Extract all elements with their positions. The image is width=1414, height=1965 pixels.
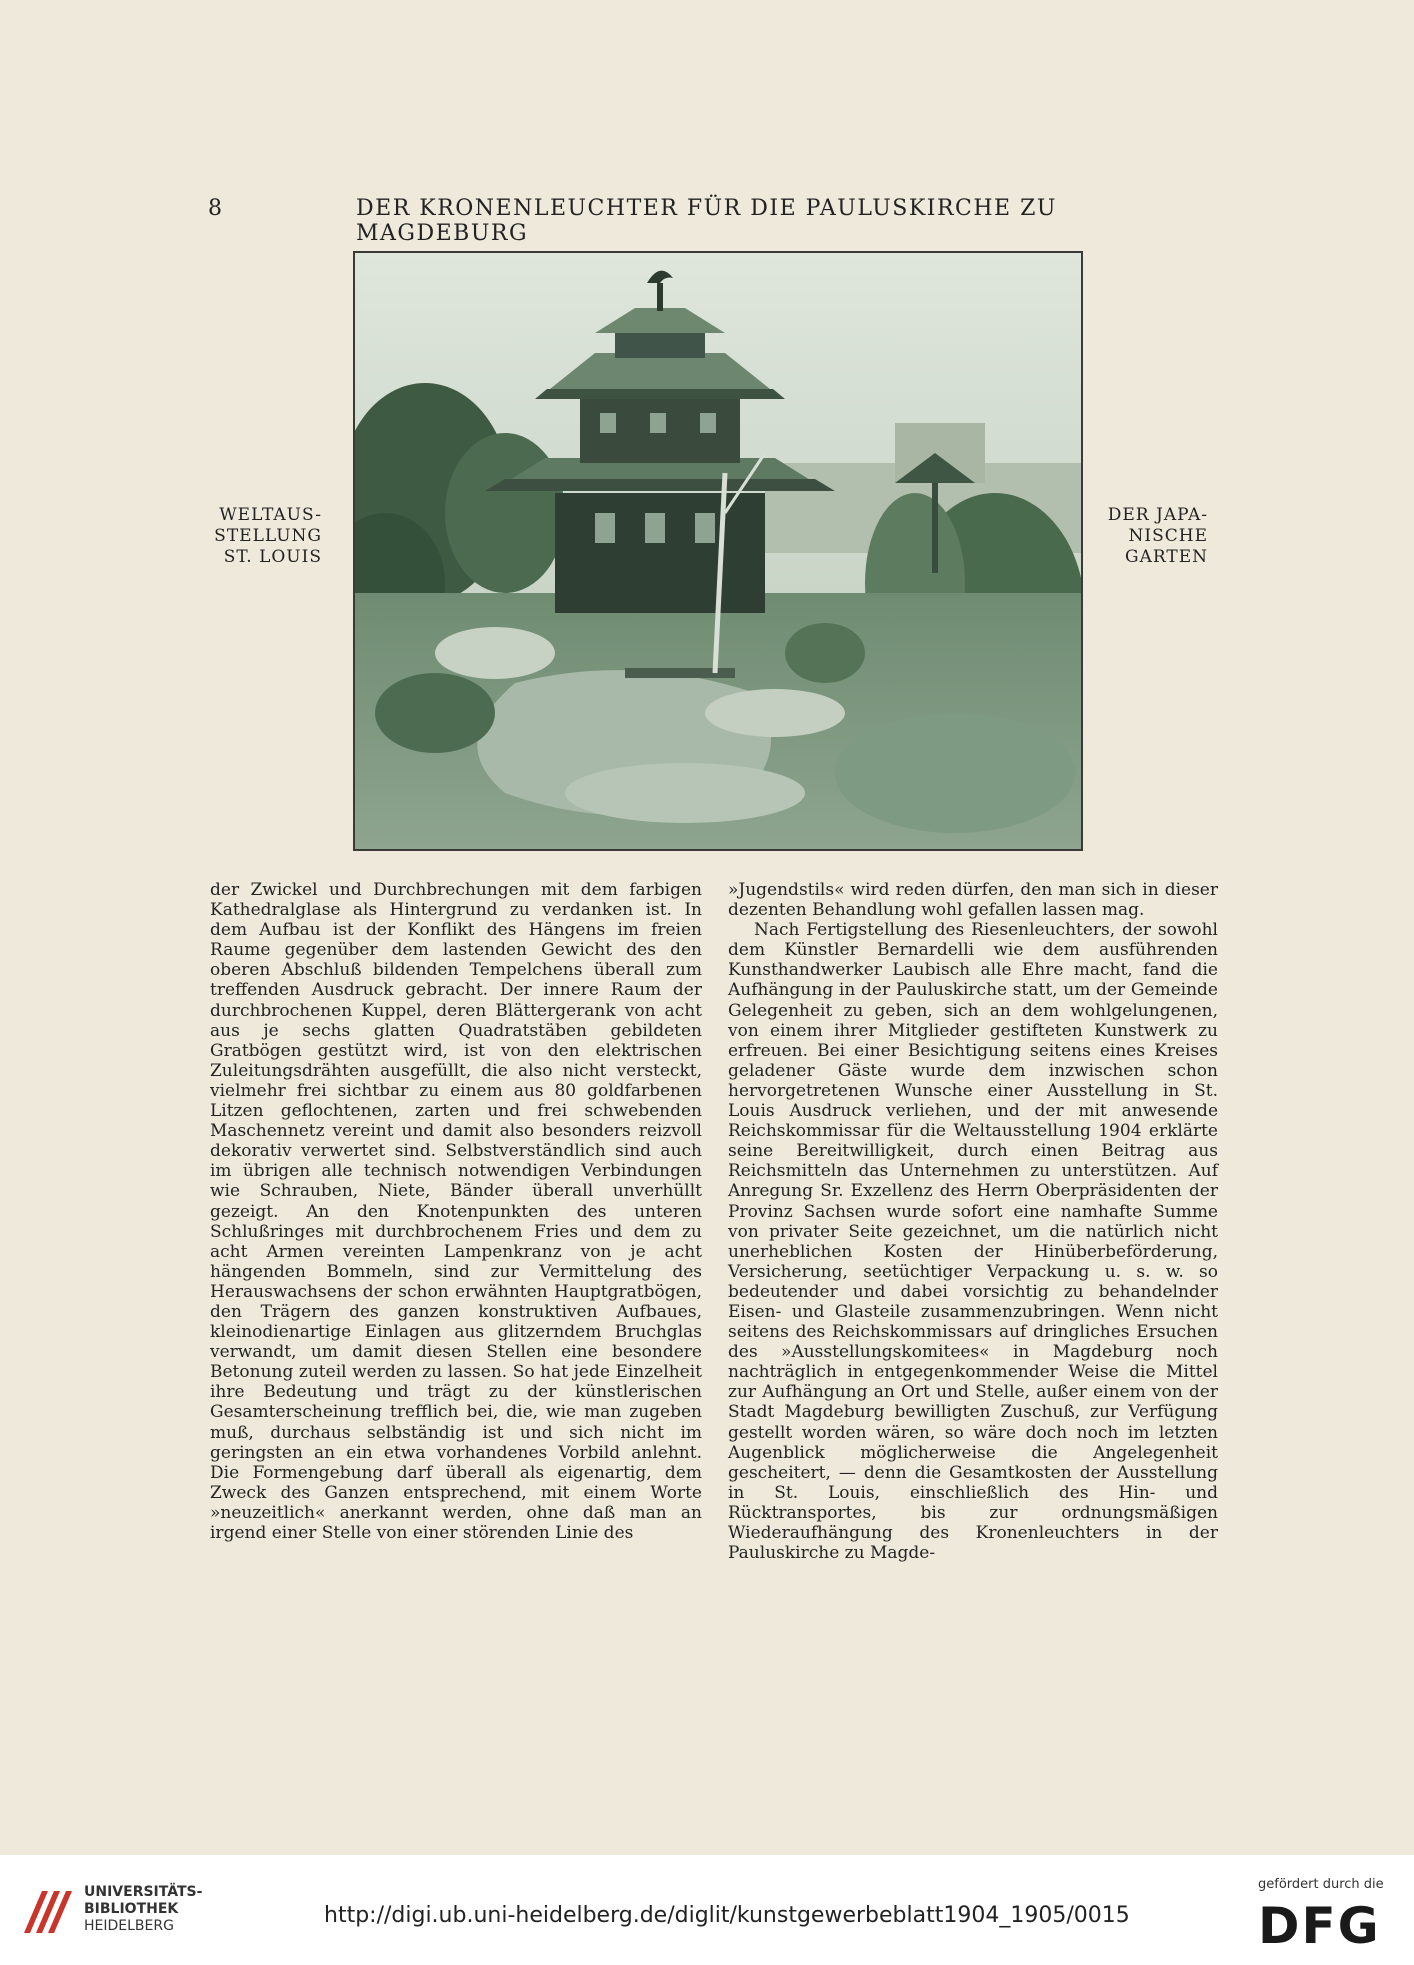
running-header xyxy=(208,196,1088,246)
funded-by-label: gefördert durch die xyxy=(1258,1877,1384,1892)
text-column-left xyxy=(210,880,702,1543)
caption-left xyxy=(204,505,322,568)
caption-left-line: STELLUNG xyxy=(214,526,322,546)
caption-left-line: WELTAUS- xyxy=(219,505,322,525)
library-name-line: BIBLIOTHEK xyxy=(84,1901,179,1917)
paragraph: der Zwickel und Durchbrechungen mit dem farbigen Kathedralglase als Hintergrund zu verdanken ist. In dem Aufbau ist der Konflikt des Hängens im freien Raume gegenüber dem lastenden Gewicht des den oberen Abschluß bildenden Tempelchens überall zum treffenden Ausdruck gebracht. Der innere Raum der durchbrochenen Kuppel, deren Blättergerank von acht aus je sechs glatten Quadratstäben gebildeten Gratbögen gestützt wird, ist von den elektrischen Zuleitungsdrähten ausgefüllt, die also nicht versteckt, vielmehr frei sichtbar zu einem aus 80 goldfarbenen Litzen geflochtenen, zarten und frei schwebenden Maschennetz vereint und damit also besonders reizvoll dekorativ verwertet sind. Selbstverständlich sind auch im übrigen alle technisch notwendigen Verbindungen wie Schrauben, Niete, Bänder überall unverhüllt gezeigt. An den Knotenpunkten des unteren Schlußringes mit durchbrochenem Fries und dem zu acht Armen vereinten Lampenkranz von je acht hängenden Bommeln, sind zur Vermittelung des Herauswachsens der schon erwähnten Hauptgratbögen, den Trägern des ganzen konstruktiven Aufbaues, kleinodienartige Einlagen aus glitzerndem Bruchglas verwandt, um damit diesen Stellen eine besondere Betonung zuteil werden zu lassen. So hat jede Einzelheit ihre Bedeutung und trägt zu der künstlerischen Gesamterscheinung trefflich bei, die, wie man zugeben muß, durchaus selbständig ist und sich nicht im geringsten an ein etwa vorhandenes Vorbild anlehnt. Die Formengebung darf überall als eigenartig, dem Zweck des Ganzen entsprechend, mit einem Worte »neuzeitlich« anerkannt werden, ohne daß man an irgend einer Stelle von einer störenden Linie des xyxy=(210,880,702,1543)
paragraph: Nach Fertigstellung des Riesenleuchters, der sowohl dem Künstler Bernardelli wie dem ausführenden Kunsthandwerker Laubisch alle Ehre macht, fand die Aufhängung in der Pauluskirche statt, um der Gemeinde Gelegenheit zu geben, sich an dem wohlgelungenen, von einem ihrer Mitglieder gestifteten Kunstwerk zu erfreuen. Bei einer Besichtigung seitens eines Kreises geladener Gäste wurde dem inzwischen schon hervorgetretenen Wunsche einer Ausstellung in St. Louis Ausdruck verliehen, und der mit anwesende Reichskommissar für die Weltausstellung 1904 erklärte seine Bereitwilligkeit, durch einen Beitrag aus Reichsmitteln das Unternehmen zu unterstützen. Auf Anregung Sr. Exzellenz des Herrn Oberpräsidenten der Provinz Sachsen wurde sofort eine namhafte Summe von privater Seite gezeichnet, um die natürlich nicht unerheblichen Kosten der Hinüberbeförderung, Versicherung, seetüchtiger Verpackung u. s. w. so bedeutender und dabei vorsichtig zu behandelnder Eisen- und Glasteile zusammenzubringen. Wenn nicht seitens des Reichskommissars auf dringliches Ersuchen des »Ausstellungskomitees« in Magdeburg noch nachträglich in entgegenkommender Weise die Mittel zur Aufhängung an Ort und Stelle, außer einem von der Stadt Magdeburg bewilligten Zuschuß, zur Verfügung gestellt worden wären, so wäre doch noch im letzten Augenblick möglicherweise die Angelegenheit gescheitert, — denn die Gesamtkosten der Ausstellung in St. Louis, einschließlich des Hin- und Rücktransportes, bis zur ordnungsmäßigen Wiederaufhängung des Kronenleuchters in der Pauluskirche zu Magde- xyxy=(728,920,1218,1564)
digitization-footer xyxy=(0,1855,1414,1965)
caption-right xyxy=(1106,505,1208,568)
caption-left-line: ST. LOUIS xyxy=(223,547,322,567)
library-name-line: HEIDELBERG xyxy=(84,1918,174,1934)
permalink-url[interactable]: http://digi.ub.uni-heidelberg.de/diglit/kunstgewerbeblatt1904_1905/0015 xyxy=(324,1903,1130,1928)
university-library-logo-icon xyxy=(18,1883,74,1939)
caption-right-line: GARTEN xyxy=(1125,547,1208,567)
running-title: DER KRONENLEUCHTER FÜR DIE PAULUSKIRCHE ZU MAGDEBURG xyxy=(356,196,1057,246)
library-name xyxy=(84,1884,202,1935)
paragraph: »Jugendstils« wird reden dürfen, den man sich in dieser dezenten Behandlung wohl gefallen lassen mag. xyxy=(728,880,1218,921)
caption-right-line: DER JAPA- xyxy=(1107,505,1208,525)
caption-right-line: NISCHE xyxy=(1128,526,1208,546)
photo-illustration xyxy=(355,253,1081,849)
library-name-line: UNIVERSITÄTS- xyxy=(84,1884,203,1900)
text-column-right xyxy=(728,880,1218,1563)
dfg-logo: DFG xyxy=(1258,1897,1381,1955)
japanese-garden-photo xyxy=(353,251,1083,851)
page-number: 8 xyxy=(208,196,224,221)
